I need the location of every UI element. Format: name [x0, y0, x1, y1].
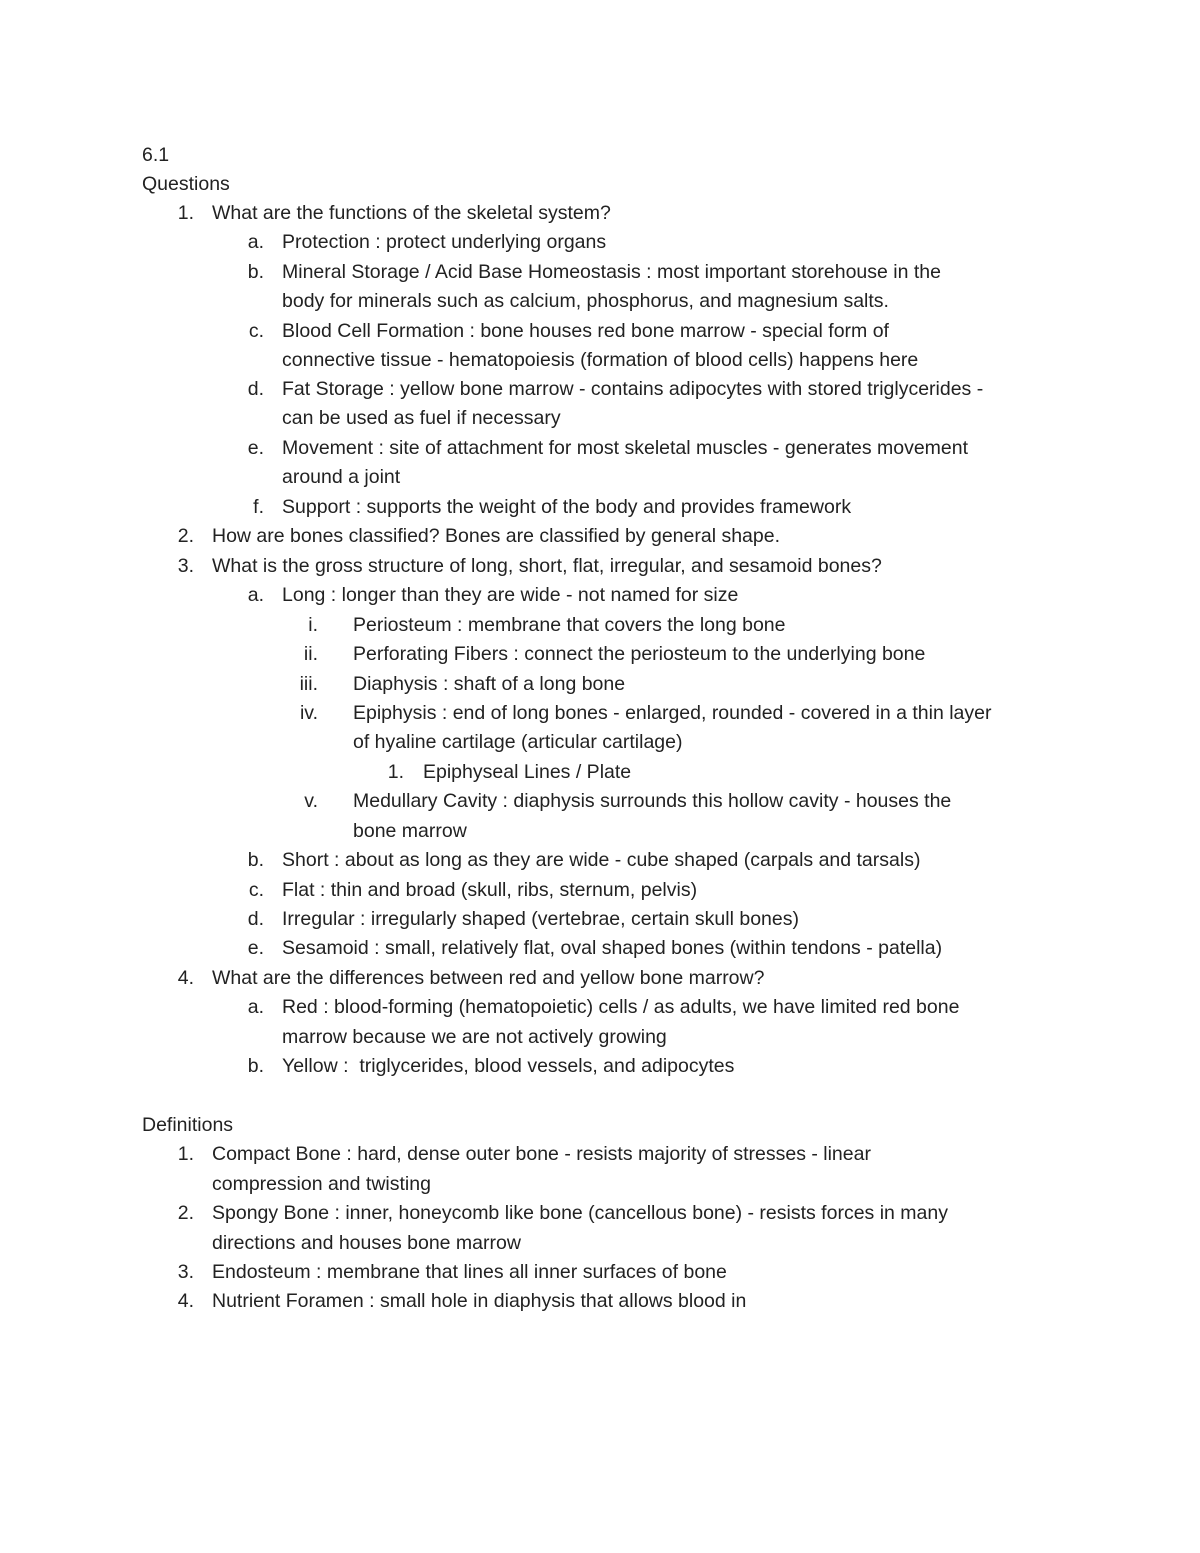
sub-answer-text: Epiphysis : end of long bones - enlarged, rounded - covered in a thin layer — [353, 702, 992, 724]
definition-continuation: compression and twisting — [212, 1173, 431, 1195]
definitions-heading: Definitions — [142, 1114, 234, 1136]
list-marker: d. — [247, 908, 264, 930]
question-item — [0, 199, 1200, 228]
list-marker: a. — [247, 584, 264, 606]
answer-item — [0, 993, 1200, 1022]
sub-answer-item — [0, 699, 1200, 728]
answer-item — [0, 317, 1200, 346]
definition-item — [0, 1199, 1200, 1228]
list-marker: c. — [248, 879, 264, 901]
sub-sub-answer-text: Epiphyseal Lines / Plate — [423, 761, 632, 783]
sub-answer-text: Periosteum : membrane that covers the long bone — [353, 614, 786, 636]
answer-text: Support : supports the weight of the body and provides framework — [282, 496, 852, 518]
definition-text: Compact Bone : hard, dense outer bone - resists majority of stresses - linear — [212, 1143, 871, 1165]
answer-item — [0, 905, 1200, 934]
answer-item — [0, 876, 1200, 905]
answer-text: Short : about as long as they are wide - cube shaped (carpals and tarsals) — [282, 849, 921, 871]
section-number: 6.1 — [142, 144, 170, 166]
question-text: What are the functions of the skeletal system? — [212, 202, 611, 224]
sub-answer-text: Diaphysis : shaft of a long bone — [353, 673, 626, 695]
question-text: What are the differences between red and yellow bone marrow? — [212, 967, 765, 989]
list-marker: b. — [247, 1055, 264, 1077]
list-marker: c. — [248, 320, 264, 342]
list-marker: 1. — [387, 761, 404, 783]
question-text: What is the gross structure of long, short, flat, irregular, and sesamoid bones? — [212, 555, 882, 577]
answer-continuation: connective tissue - hematopoiesis (formation of blood cells) happens here — [282, 349, 919, 371]
sub-answer-text: Perforating Fibers : connect the periosteum to the underlying bone — [353, 643, 926, 665]
sub-answer-continuation: of hyaline cartilage (articular cartilage) — [353, 731, 683, 753]
answer-text: Protection : protect underlying organs — [282, 231, 607, 253]
sub-answer-item — [0, 787, 1200, 816]
list-marker: f. — [253, 496, 264, 518]
sub-answer-item — [0, 611, 1200, 640]
answer-item — [0, 581, 1200, 610]
answer-text: Mineral Storage / Acid Base Homeostasis : most important storehouse in the — [282, 261, 941, 283]
question-item — [0, 964, 1200, 993]
definition-number: 4. — [177, 1290, 194, 1312]
list-marker: e. — [247, 437, 264, 459]
question-item — [0, 552, 1200, 581]
answer-text: Long : longer than they are wide - not named for size — [282, 584, 739, 606]
list-marker: d. — [247, 378, 264, 400]
answer-item — [0, 375, 1200, 404]
list-marker: ii. — [303, 643, 318, 665]
answer-continuation: body for minerals such as calcium, phosphorus, and magnesium salts. — [282, 290, 889, 312]
question-number: 4. — [177, 967, 194, 989]
answer-item — [0, 934, 1200, 963]
questions-heading: Questions — [142, 173, 230, 195]
answer-item — [0, 228, 1200, 257]
answer-continuation: marrow because we are not actively growing — [282, 1026, 667, 1048]
answer-continuation: around a joint — [282, 466, 401, 488]
definition-number: 3. — [177, 1261, 194, 1283]
question-item — [0, 522, 1200, 551]
sub-answer-item — [0, 670, 1200, 699]
definition-item — [0, 1287, 1200, 1316]
answer-item — [0, 846, 1200, 875]
list-marker: e. — [247, 937, 264, 959]
answer-text: Blood Cell Formation : bone houses red bone marrow - special form of — [282, 320, 889, 342]
list-marker: iv. — [299, 702, 318, 724]
question-number: 3. — [177, 555, 194, 577]
sub-answer-text: Medullary Cavity : diaphysis surrounds this hollow cavity - houses the — [353, 790, 952, 812]
definition-item — [0, 1140, 1200, 1169]
answer-item — [0, 258, 1200, 287]
list-marker: b. — [247, 261, 264, 283]
answer-text: Irregular : irregularly shaped (vertebrae, certain skull bones) — [282, 908, 799, 930]
definition-text: Nutrient Foramen : small hole in diaphysis that allows blood in — [212, 1290, 747, 1312]
list-marker: a. — [247, 231, 264, 253]
answer-item — [0, 1052, 1200, 1081]
question-text: How are bones classified? Bones are classified by general shape. — [212, 525, 780, 547]
answer-text: Movement : site of attachment for most skeletal muscles - generates movement — [282, 437, 969, 459]
list-marker: a. — [247, 996, 264, 1018]
question-number: 1. — [177, 202, 194, 224]
question-number: 2. — [177, 525, 194, 547]
answer-item — [0, 493, 1200, 522]
list-marker: v. — [304, 790, 318, 812]
answer-text: Red : blood-forming (hematopoietic) cells / as adults, we have limited red bone — [282, 996, 960, 1018]
sub-answer-item — [0, 640, 1200, 669]
answer-continuation: can be used as fuel if necessary — [282, 407, 561, 429]
answer-text: Yellow : triglycerides, blood vessels, and adipocytes — [282, 1055, 735, 1077]
list-marker: i. — [308, 614, 318, 636]
definition-number: 1. — [177, 1143, 194, 1165]
definition-number: 2. — [177, 1202, 194, 1224]
definition-continuation: directions and houses bone marrow — [212, 1232, 521, 1254]
definition-text: Endosteum : membrane that lines all inner surfaces of bone — [212, 1261, 727, 1283]
definition-item — [0, 1258, 1200, 1287]
answer-text: Fat Storage : yellow bone marrow - contains adipocytes with stored triglycerides - — [282, 378, 984, 400]
list-marker: iii. — [299, 673, 318, 695]
sub-answer-continuation: bone marrow — [353, 820, 467, 842]
definition-text: Spongy Bone : inner, honeycomb like bone (cancellous bone) - resists forces in many — [212, 1202, 948, 1224]
list-marker: b. — [247, 849, 264, 871]
answer-item — [0, 434, 1200, 463]
answer-text: Flat : thin and broad (skull, ribs, sternum, pelvis) — [282, 879, 698, 901]
answer-text: Sesamoid : small, relatively flat, oval shaped bones (within tendons - patella) — [282, 937, 943, 959]
sub-sub-answer-item — [0, 758, 1200, 787]
